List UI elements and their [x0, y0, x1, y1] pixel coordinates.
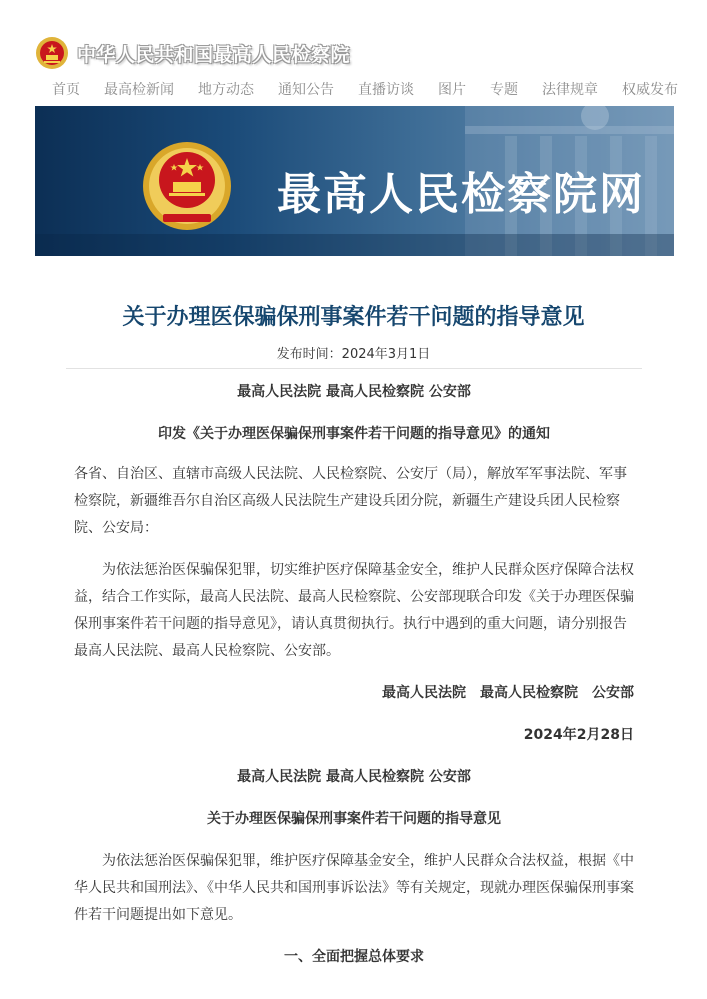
opinion-intro: 为依法惩治医保骗保犯罪，维护医疗保障基金安全，维护人民群众合法权益，根据《中华人民共和国刑法》、《中华人民共和国刑事诉讼法》等有关规定，现就办理医保骗保刑事案件若干问题提出如下意见。 [74, 853, 634, 923]
nav-item-live-interviews[interactable]: 直播访谈 [358, 82, 414, 98]
opinion-title: 关于办理医保骗保刑事案件若干问题的指导意见 [207, 811, 501, 827]
nav-item-topics[interactable]: 专题 [490, 82, 518, 98]
section-heading-1: 一、全面把握总体要求 [284, 949, 424, 965]
banner-title: 最高人民检察院网 [277, 169, 645, 220]
main-nav [40, 79, 690, 99]
article-title: 关于办理医保骗保刑事案件若干问题的指导意见 [122, 305, 585, 330]
nav-item-spp-news[interactable]: 最高检新闻 [104, 82, 174, 98]
site-name[interactable]: 中华人民共和国最高人民检察院 [77, 43, 351, 66]
nav-item-local-news[interactable]: 地方动态 [198, 82, 254, 98]
publish-time: 发布时间：2024年3月1日 [276, 347, 431, 362]
notice-title: 印发《关于办理医保骗保刑事案件若干问题的指导意见》的通知 [158, 426, 550, 442]
title-divider [66, 368, 642, 369]
nav-item-releases[interactable]: 权威发布 [622, 82, 678, 98]
procuratorate-emblem-icon [141, 134, 233, 232]
signature: 最高人民法院 最高人民检察院 公安部 [382, 685, 634, 701]
notice-body: 为依法惩治医保骗保犯罪，切实维护医疗保障基金安全，维护人民群众医疗保障合法权益，结合工作实际，最高人民法院、最高人民检察院、公安部现联合印发《关于办理医保骗保刑事案件若干问题的指导意见》，请认真贯彻执行。执行中遇到的重大问题，请分别报告最高人民法院、最高人民检察院、公安部。 [74, 562, 634, 659]
nav-item-home[interactable]: 首页 [52, 82, 80, 98]
article-body [74, 378, 634, 971]
site-banner [35, 106, 674, 256]
nav-item-notices[interactable]: 通知公告 [278, 82, 334, 98]
addressees: 各省、自治区、直辖市高级人民法院、人民检察院、公安厅（局），解放军军事法院、军事检察院，新疆维吾尔自治区高级人民法院生产建设兵团分院，新疆生产建设兵团人民检察院、公安局： [74, 466, 627, 536]
issuers-repeat: 最高人民法院 最高人民检察院 公安部 [237, 769, 471, 785]
signing-date: 2024年2月28日 [523, 727, 634, 743]
nav-item-photos[interactable]: 图片 [438, 82, 466, 98]
site-header [35, 34, 350, 72]
issuers: 最高人民法院 最高人民检察院 公安部 [237, 384, 471, 400]
nav-item-laws[interactable]: 法律规章 [542, 82, 598, 98]
national-emblem-icon[interactable] [35, 36, 69, 70]
